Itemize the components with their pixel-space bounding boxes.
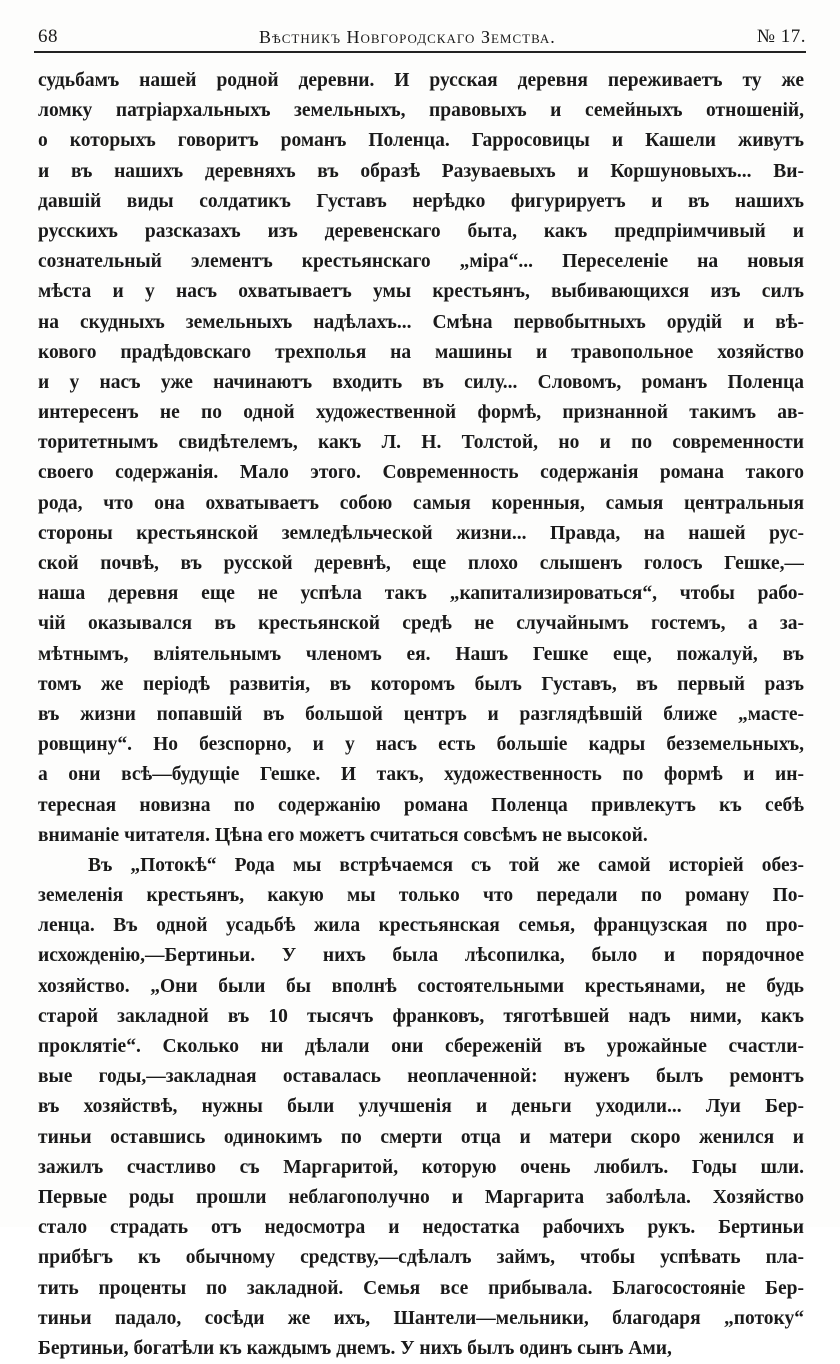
article-body [38, 66, 804, 1364]
text-line: тиньи оставшись одинокимъ по смерти отца и матери скоро женился и [38, 1126, 804, 1148]
running-header [38, 18, 806, 48]
text-line: интересенъ не по одной художественной формѣ, признанной такимъ ав- [38, 402, 804, 424]
text-line: и въ нашихъ деревняхъ въ образѣ Разуваевыхъ и Коршуновыхъ... Ви- [38, 160, 804, 182]
text-line: ровщину“. Но безспорно, и у насъ есть большіе кадры безземельныхъ, [38, 734, 804, 756]
text-line: въ хозяйствѣ, нужны были улучшенія и деньги уходили... Луи Бер- [38, 1096, 804, 1118]
text-line: а они всѣ—будущіе Гешке. И такъ, художественность по формѣ и ин- [38, 764, 804, 786]
text-line: зажилъ счастливо съ Маргаритой, которую очень любилъ. Годы шли. [38, 1156, 804, 1178]
text-line: Первые роды прошли неблагополучно и Маргарита заболѣла. Хозяйство [38, 1186, 804, 1208]
text-line: проклятіе“. Сколько ни дѣлали они сбереженій въ урожайные счастли- [38, 1036, 804, 1057]
text-line: хозяйство. „Они были бы вполнѣ состоятельными крестьянами, не будь [38, 975, 804, 997]
paragraph [38, 66, 804, 851]
text-line: ломку патріархальныхъ земельныхъ, правовыхъ и семейныхъ отношеній, [38, 100, 804, 122]
text-line: и у насъ уже начинаютъ входить въ силу... Словомъ, романъ Поленца [38, 371, 804, 393]
text-line: рода, что она охватываетъ собою самыя коренныя, самыя центральныя [38, 492, 804, 514]
text-line: мѣтнымъ, вліятельнымъ членомъ ея. Нашъ Гешке еще, пожалуй, въ [38, 643, 804, 665]
text-line: судьбамъ нашей родной деревни. И русская деревня переживаетъ ту же [38, 70, 804, 91]
page-number: 68 [38, 26, 58, 47]
text-line: ской почвѣ, въ русской деревнѣ, еще плохо слышенъ голосъ Гешке,— [38, 553, 804, 574]
text-line: на скудныхъ земельныхъ надѣлахъ... Смѣна первобытныхъ орудій и вѣ- [38, 311, 804, 333]
text-line: стало страдать отъ недосмотра и недостатка рабочихъ рукъ. Бертиньи [38, 1217, 804, 1239]
text-line: стороны крестьянской земледѣльческой жизни... Правда, на нашей рус- [38, 522, 804, 544]
text-line: о которыхъ говоритъ романъ Поленца. Гарросовицы и Кашели живутъ [38, 130, 804, 152]
text-line: сознательный элементъ крестьянскаго „міра“... Переселеніе на новыя [38, 251, 804, 273]
text-line: кового прадѣдовскаго трехполья на машины и травопольное хозяйство [38, 341, 804, 363]
text-line: вниманіе читателя. Цѣна его можетъ считаться совсѣмъ не высокой. [38, 824, 648, 846]
text-line: земеленія крестьянъ, какую мы только что передали по роману По- [38, 885, 804, 907]
text-line: вые годы,—закладная оставалась неоплаченной: нуженъ былъ ремонтъ [38, 1066, 804, 1088]
text-line: чій оказывался въ крестьянской средѣ не случайнымъ гостемъ, а за- [38, 613, 804, 635]
journal-title: Вѣстникъ Новгородскаго Земства. [259, 27, 556, 47]
text-line: наша деревня еще не успѣла такъ „капитализироваться“, чтобы рабо- [38, 583, 804, 605]
text-line: русскихъ разсказахъ изъ деревенскаго быта, какъ предпріимчивый и [38, 220, 804, 242]
text-line: прибѣгъ къ обычному средству,—сдѣлалъ займъ, чтобы успѣвать пла- [38, 1247, 804, 1269]
text-line: исхожденію,—Бертиньи. У нихъ была лѣсопилка, было и порядочное [38, 945, 804, 967]
text-line: Въ „Потокѣ“ Рода мы встрѣчаемся съ той же самой исторіей обез- [88, 854, 804, 876]
paragraph [38, 851, 804, 1364]
text-line: давшій виды солдатикъ Густавъ нерѣдко фигурируетъ и въ нашихъ [38, 190, 804, 212]
text-line: мѣста и у насъ охватываетъ умы крестьянъ, выбивающихся изъ силъ [38, 281, 804, 303]
issue-number: № 17. [756, 26, 806, 47]
text-line: въ жизни попавшій въ большой центръ и разглядѣвшій ближе „масте- [38, 703, 804, 725]
text-line: Бертиньи, богатѣли къ каждымъ днемъ. У нихъ былъ одинъ сынъ Ами, [38, 1337, 672, 1359]
text-line: томъ же періодѣ развитія, въ которомъ былъ Густавъ, въ первый разъ [38, 673, 804, 695]
header-rule [34, 51, 806, 53]
text-line: ленца. Въ одной усадьбѣ жила крестьянская семья, французская по про- [38, 915, 804, 937]
text-line: тить проценты по закладной. Семья все прибывала. Благосостояніе Бер- [38, 1277, 804, 1299]
text-line: старой закладной въ 10 тысячъ франковъ, тяготѣвшей надъ ними, какъ [38, 1005, 804, 1027]
text-line: торитетнымъ свидѣтелемъ, какъ Л. Н. Толстой, но и по современности [38, 432, 804, 454]
text-line: тиньи падало, сосѣди же ихъ, Шантели—мельники, благодаря „потоку“ [38, 1307, 804, 1329]
text-line: своего содержанія. Мало этого. Современность содержанія романа такого [38, 462, 804, 484]
text-line: тересная новизна по содержанію романа Поленца привлекутъ къ себѣ [38, 794, 804, 816]
